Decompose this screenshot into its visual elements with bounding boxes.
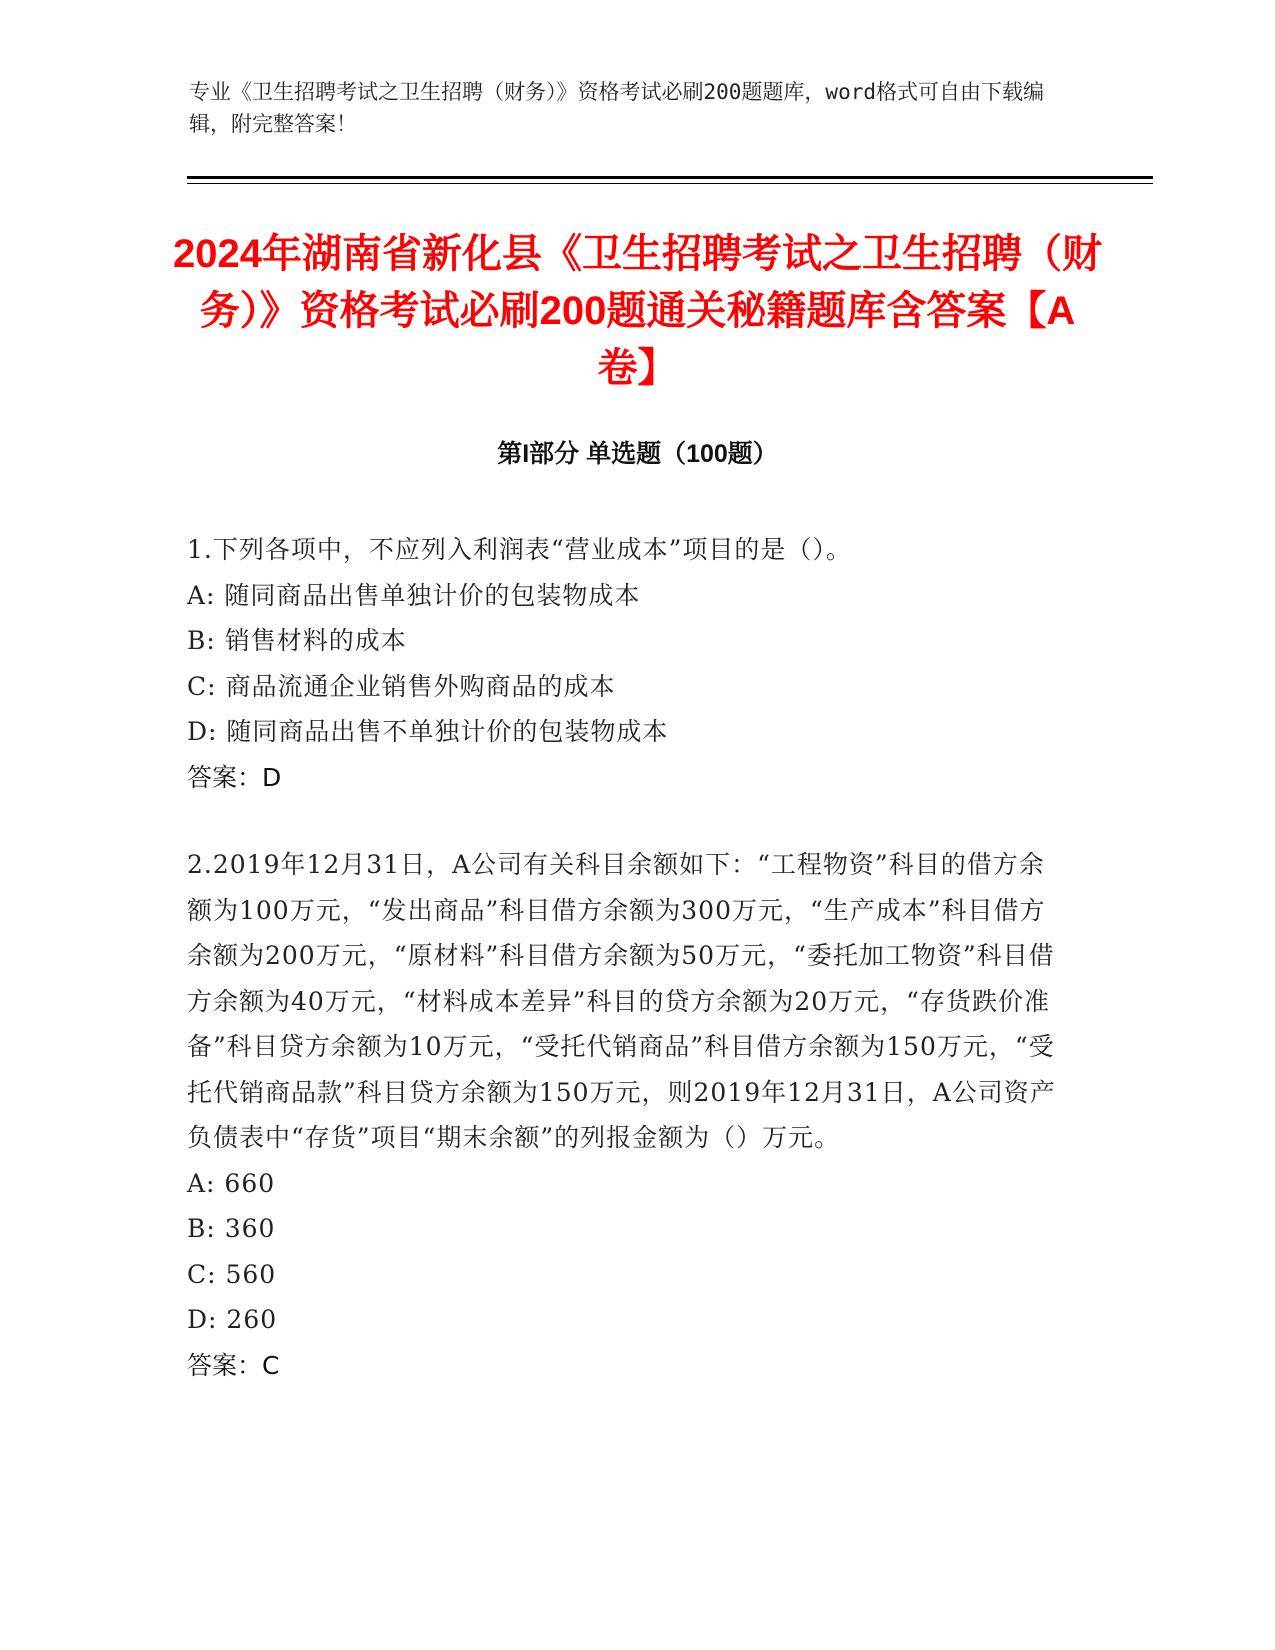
- answer: 答案：D: [187, 762, 282, 792]
- header-note: 专业《卫生招聘考试之卫生招聘（财务）》资格考试必刷200题题库，word格式可自由下载编辑，附完整答案！: [189, 80, 1044, 136]
- option-c: C: 560: [187, 1259, 277, 1289]
- question-1: [187, 527, 1067, 800]
- question-stem: 1.下列各项中，不应列入利润表“营业成本”项目的是（）。: [187, 535, 852, 564]
- option-d: D: 随同商品出售不单独计价的包装物成本: [187, 717, 669, 746]
- option-a: A: 随同商品出售单独计价的包装物成本: [187, 580, 641, 610]
- option-d: D: 260: [187, 1305, 278, 1334]
- header-divider-thick: [187, 176, 1153, 179]
- option-b: B: 360: [187, 1214, 276, 1243]
- option-c: C: 商品流通企业销售外购商品的成本: [187, 671, 616, 701]
- document-title: 2024年湖南省新化县《卫生招聘考试之卫生招聘（财务）》资格考试必刷200题通关秘籍题库含答案【A卷】: [173, 232, 1102, 390]
- option-b: B: 销售材料的成本: [187, 626, 407, 655]
- section-heading: 第I部分 单选题（100题）: [497, 440, 778, 468]
- question-2: [187, 842, 1067, 1388]
- question-stem: 2.2019年12月31日，A公司有关科目余额如下：“工程物资”科目的借方余额为100万元，“发出商品”科目借方余额为300万元，“生产成本”科目借方余额为200万元，“原材料”科目借方余额为50万元，“委托加工物资”科目借方余额为40万元，“材料成本差异”科目的贷方余额为20万元，“存货跌价准备”科目贷方余额为10万元，“受托代销商品”科目借方余额为150万元，“受托代销商品款”科目贷方余额为150万元，则2019年12月31日，A公司资产负债表中“存货”项目“期末余额”的列报金额为（）万元。: [187, 850, 1056, 1152]
- option-a: A: 660: [187, 1168, 276, 1198]
- header-divider-thin: [187, 183, 1153, 184]
- answer: 答案：C: [187, 1350, 280, 1380]
